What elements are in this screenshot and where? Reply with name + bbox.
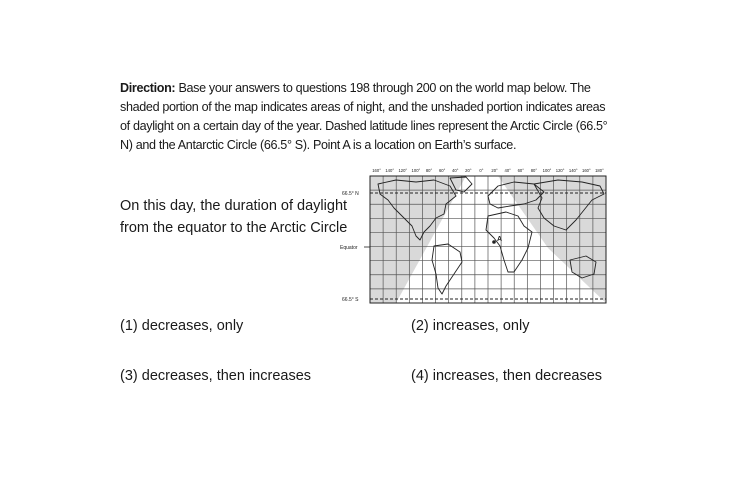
direction-paragraph (120, 79, 616, 155)
longitude-label: 120° (555, 168, 565, 173)
answer-choice-1[interactable]: (1) decreases, only (120, 318, 244, 334)
equator-label: Equator (340, 245, 358, 251)
longitude-labels (372, 168, 604, 173)
longitude-label: 40° (504, 168, 511, 173)
point-a-label: A (497, 236, 503, 243)
longitude-label: 80° (530, 168, 538, 173)
answer-choice-4[interactable]: (4) increases, then decreases (411, 368, 603, 384)
longitude-label: 60° (438, 168, 446, 173)
question-stem: On this day, the duration of daylight from the equator to the Arctic Circle (120, 198, 348, 236)
longitude-label: 20° (491, 168, 498, 173)
longitude-label: 180° (595, 168, 604, 173)
longitude-label: 140° (568, 168, 578, 173)
longitude-label: 20° (465, 168, 472, 173)
longitude-label: 160° (372, 168, 381, 173)
longitude-label: 100° (411, 168, 421, 173)
longitude-label: 0° (479, 168, 484, 173)
antarctic-circle-label: 66.5° S (342, 297, 359, 303)
point-a-marker (492, 240, 496, 244)
south-america-outline (432, 244, 462, 294)
arctic-circle-label: 66.5° N (342, 191, 359, 197)
night-region-west (370, 176, 466, 303)
answer-choice-2[interactable]: (2) increases, only (411, 318, 530, 334)
longitude-label: 40° (452, 168, 459, 173)
longitude-label: 160° (581, 168, 591, 173)
direction-text: Base your answers to questions 198 through 200 on the world map below. The shaded portion of the map indicates areas of night, and the unshaded portion indicates areas of daylight on a certain day of the year. Dashed latitude lines represent the Arctic Circle (66.5° N) and the Antarctic Circle (66.5° S). Point A is a location on Earth’s surface. (120, 81, 608, 152)
longitude-label: 60° (517, 168, 524, 173)
world-map (338, 160, 618, 308)
longitude-label: 100° (542, 168, 552, 173)
answer-choice-3[interactable]: (3) decreases, then increases (120, 368, 312, 384)
longitude-label: 120° (398, 168, 408, 173)
longitude-label: 140° (385, 168, 395, 173)
direction-label: Direction: (120, 81, 176, 95)
longitude-label: 80° (425, 168, 433, 173)
